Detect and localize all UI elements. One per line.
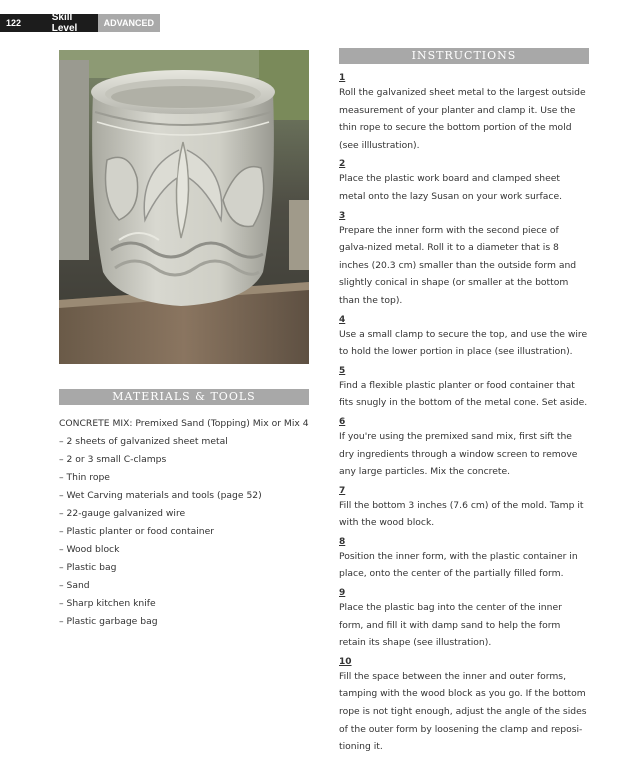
step-number: 2	[339, 159, 346, 170]
materials-title: MATERIALS & TOOLS	[59, 389, 309, 405]
step-number: 7	[339, 485, 346, 496]
material-item: – Sharp kitchen knife	[59, 595, 309, 613]
step-text: Fill the space between the inner and outer forms, tamping with the wood block as you go. If the bottom rope is not tight enough, adjust the angle of the sides of the outer form by loosening the clamp and reposi-tioning it.	[339, 670, 587, 753]
step-text: Fill the bottom 3 inches (7.6 cm) of the mold. Tamp it with the wood block.	[339, 499, 584, 529]
step-text: Place the plastic work board and clamped sheet metal onto the lazy Susan on your work surface.	[339, 173, 563, 202]
step-number: 6	[339, 416, 346, 427]
step-text: If you're using the premixed sand mix, first sift the dry ingredients through a window screen to remove any large particles. Mix the concrete.	[339, 430, 578, 478]
step-text: Roll the galvanized sheet metal to the largest outside measurement of your planter and clamp it. Use the thin rope to secure the bottom portion of the mold (see illlustration).	[339, 87, 586, 151]
step-text: Prepare the inner form with the second piece of galva-nized metal. Roll it to a diameter that is 8 inches (20.3 cm) smaller than the outside form and slightly conical in shape (or smaller at the bottom than the top).	[339, 224, 577, 306]
step-number: 8	[339, 536, 346, 547]
material-item: – Plastic planter or food container	[59, 523, 309, 541]
step-number: 3	[339, 210, 346, 221]
step-number: 1	[339, 73, 346, 83]
step-number: 4	[339, 314, 346, 325]
instruction-steps	[339, 72, 589, 756]
step-text: Place the plastic bag into the center of the inner form, and fill it with damp sand to help the form retain its shape (see illustration).	[339, 602, 562, 649]
material-item: – Wood block	[59, 541, 309, 559]
step-text: Position the inner form, with the plastic container in place, onto the center of the partially filled form.	[339, 550, 578, 580]
material-item: – Plastic garbage bag	[59, 613, 309, 631]
material-item: – Thin rope	[59, 469, 309, 487]
step-number: 10	[339, 656, 352, 667]
step-number: 5	[339, 365, 346, 376]
page-header	[0, 14, 160, 32]
planter-photo	[59, 50, 309, 364]
material-item: – 2 sheets of galvanized sheet metal	[59, 433, 309, 451]
instructions-section	[339, 48, 589, 758]
instructions-title: INSTRUCTIONS	[339, 48, 589, 64]
material-item: – Wet Carving materials and tools (page 52)	[59, 487, 309, 505]
concrete-mix-heading: CONCRETE MIX: Premixed Sand (Topping) Mix or Mix 4	[59, 418, 309, 429]
step-text: Use a small clamp to secure the top, and use the wire to hold the lower portion in place (see illustration).	[339, 328, 588, 358]
material-item: – Sand	[59, 577, 309, 595]
material-item: – Plastic bag	[59, 559, 309, 577]
materials-list	[59, 415, 309, 631]
step-text: Find a flexible plastic planter or food container that fits snugly in the bottom of the metal cone. Set aside.	[339, 379, 588, 409]
materials-section	[59, 389, 309, 631]
step-number: 9	[339, 588, 346, 599]
page-number: 122	[0, 14, 44, 32]
skill-level-badge: ADVANCED	[98, 14, 160, 32]
material-item: – 22-gauge galvanized wire	[59, 505, 309, 523]
skill-label: Skill Level	[44, 14, 98, 32]
material-item: – 2 or 3 small C-clamps	[59, 451, 309, 469]
